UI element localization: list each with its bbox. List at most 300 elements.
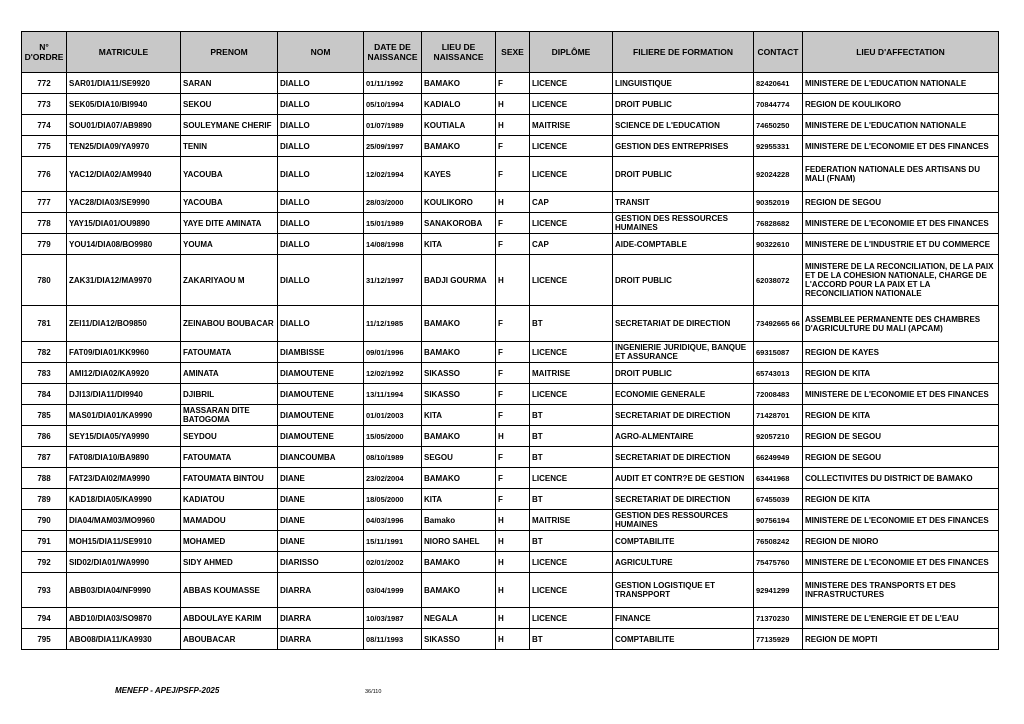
- cell-lieu: BAMAKO: [422, 573, 496, 608]
- cell-date: 01/01/2003: [364, 405, 422, 426]
- table-row: [22, 234, 999, 255]
- cell-sexe: F: [496, 384, 530, 405]
- cell-diplome: CAP: [530, 192, 613, 213]
- cell-lieu: SIKASSO: [422, 384, 496, 405]
- cell-contact: 73492665 66: [754, 306, 803, 342]
- cell-ordre: 779: [22, 234, 67, 255]
- cell-contact: 74650250: [754, 115, 803, 136]
- header-row: [22, 32, 999, 73]
- cell-ordre: 776: [22, 157, 67, 192]
- cell-ordre: 775: [22, 136, 67, 157]
- cell-contact: 90322610: [754, 234, 803, 255]
- table-row: [22, 94, 999, 115]
- cell-ordre: 782: [22, 342, 67, 363]
- cell-prenom: AMINATA: [181, 363, 278, 384]
- cell-date: 14/08/1998: [364, 234, 422, 255]
- cell-affectation: REGION DE SEGOU: [803, 426, 999, 447]
- cell-date: 01/11/1992: [364, 73, 422, 94]
- cell-affectation: REGION DE KAYES: [803, 342, 999, 363]
- cell-contact: 62038072: [754, 255, 803, 306]
- cell-date: 18/05/2000: [364, 489, 422, 510]
- header-ordre: N° D'ORDRE: [22, 32, 67, 73]
- header-filiere: FILIERE DE FORMATION: [613, 32, 754, 73]
- cell-sexe: F: [496, 405, 530, 426]
- cell-diplome: MAITRISE: [530, 510, 613, 531]
- cell-matricule: FAT23/DAI02/MA9990: [67, 468, 181, 489]
- cell-lieu: SIKASSO: [422, 629, 496, 650]
- cell-affectation: MINISTERE DE LA RECONCILIATION, DE LA PAIX ET DE LA COHESION NATIONALE, CHARGE DE L'ACCORD POUR LA PAIX ET LA RECONCILIATION NATIONALE: [803, 255, 999, 306]
- cell-nom: DIALLO: [278, 73, 364, 94]
- cell-prenom: MOHAMED: [181, 531, 278, 552]
- header-sexe: SEXE: [496, 32, 530, 73]
- cell-filiere: COMPTABILITE: [613, 629, 754, 650]
- cell-nom: DIALLO: [278, 234, 364, 255]
- cell-matricule: ABO08/DIA11/KA9930: [67, 629, 181, 650]
- header-contact: CONTACT: [754, 32, 803, 73]
- cell-contact: 75475760: [754, 552, 803, 573]
- cell-matricule: AMI12/DIA02/KA9920: [67, 363, 181, 384]
- header-diplome: DIPLÔME: [530, 32, 613, 73]
- cell-nom: DIARRA: [278, 573, 364, 608]
- cell-sexe: F: [496, 468, 530, 489]
- cell-diplome: LICENCE: [530, 157, 613, 192]
- cell-matricule: YAY15/DIA01/OU9890: [67, 213, 181, 234]
- header-affectation: LIEU D'AFFECTATION: [803, 32, 999, 73]
- table-row: [22, 468, 999, 489]
- cell-matricule: SID02/DIA01/WA9990: [67, 552, 181, 573]
- cell-affectation: MINISTERE DE L'EDUCATION NATIONALE: [803, 115, 999, 136]
- cell-affectation: MINISTERE DE L'EDUCATION NATIONALE: [803, 73, 999, 94]
- cell-matricule: ZAK31/DIA12/MA9970: [67, 255, 181, 306]
- table-row: [22, 363, 999, 384]
- table-row: [22, 342, 999, 363]
- cell-ordre: 783: [22, 363, 67, 384]
- cell-matricule: ABB03/DIA04/NF9990: [67, 573, 181, 608]
- cell-diplome: MAITRISE: [530, 363, 613, 384]
- cell-prenom: ABDOULAYE KARIM: [181, 608, 278, 629]
- table-row: [22, 213, 999, 234]
- cell-date: 03/04/1999: [364, 573, 422, 608]
- cell-matricule: DJI13/DIA11/DI9940: [67, 384, 181, 405]
- cell-affectation: MINISTERE DE L'ECONOMIE ET DES FINANCES: [803, 384, 999, 405]
- cell-sexe: F: [496, 363, 530, 384]
- cell-nom: DIARISSO: [278, 552, 364, 573]
- cell-date: 31/12/1997: [364, 255, 422, 306]
- cell-diplome: BT: [530, 426, 613, 447]
- cell-ordre: 794: [22, 608, 67, 629]
- table-row: [22, 531, 999, 552]
- cell-diplome: LICENCE: [530, 342, 613, 363]
- cell-affectation: MINISTERE DE L'ENERGIE ET DE L'EAU: [803, 608, 999, 629]
- cell-affectation: MINISTERE DE L'ECONOMIE ET DES FINANCES: [803, 552, 999, 573]
- table-row: [22, 136, 999, 157]
- cell-contact: 71428701: [754, 405, 803, 426]
- cell-sexe: H: [496, 115, 530, 136]
- cell-nom: DIALLO: [278, 306, 364, 342]
- cell-nom: DIANE: [278, 531, 364, 552]
- cell-ordre: 781: [22, 306, 67, 342]
- cell-filiere: DROIT PUBLIC: [613, 157, 754, 192]
- cell-diplome: MAITRISE: [530, 115, 613, 136]
- cell-lieu: BAMAKO: [422, 552, 496, 573]
- table-row: [22, 306, 999, 342]
- cell-nom: DIALLO: [278, 136, 364, 157]
- cell-affectation: REGION DE KOULIKORO: [803, 94, 999, 115]
- cell-diplome: LICENCE: [530, 94, 613, 115]
- cell-matricule: ZEI11/DIA12/BO9850: [67, 306, 181, 342]
- cell-diplome: LICENCE: [530, 73, 613, 94]
- cell-ordre: 789: [22, 489, 67, 510]
- cell-matricule: KAD18/DIA05/KA9990: [67, 489, 181, 510]
- cell-affectation: REGION DE SEGOU: [803, 447, 999, 468]
- cell-affectation: MINISTERE DES TRANSPORTS ET DES INFRASTRUCTURES: [803, 573, 999, 608]
- table-row: [22, 510, 999, 531]
- cell-diplome: LICENCE: [530, 552, 613, 573]
- cell-lieu: BAMAKO: [422, 306, 496, 342]
- cell-lieu: BADJI GOURMA: [422, 255, 496, 306]
- cell-prenom: SEYDOU: [181, 426, 278, 447]
- cell-ordre: 785: [22, 405, 67, 426]
- cell-ordre: 774: [22, 115, 67, 136]
- cell-nom: DIAMOUTENE: [278, 405, 364, 426]
- cell-ordre: 773: [22, 94, 67, 115]
- cell-lieu: BAMAKO: [422, 342, 496, 363]
- cell-lieu: NEGALA: [422, 608, 496, 629]
- cell-lieu: BAMAKO: [422, 136, 496, 157]
- cell-ordre: 780: [22, 255, 67, 306]
- cell-lieu: KOUTIALA: [422, 115, 496, 136]
- cell-matricule: ABD10/DIA03/SO9870: [67, 608, 181, 629]
- cell-sexe: H: [496, 192, 530, 213]
- cell-affectation: MINISTERE DE L'ECONOMIE ET DES FINANCES: [803, 510, 999, 531]
- cell-affectation: MINISTERE DE L'INDUSTRIE ET DU COMMERCE: [803, 234, 999, 255]
- cell-contact: 92057210: [754, 426, 803, 447]
- cell-sexe: F: [496, 136, 530, 157]
- cell-contact: 76828682: [754, 213, 803, 234]
- cell-diplome: LICENCE: [530, 573, 613, 608]
- cell-filiere: SECRETARIAT DE DIRECTION: [613, 405, 754, 426]
- cell-prenom: TENIN: [181, 136, 278, 157]
- header-date-naissance: DATE DE NAISSANCE: [364, 32, 422, 73]
- cell-date: 12/02/1992: [364, 363, 422, 384]
- cell-prenom: SEKOU: [181, 94, 278, 115]
- cell-prenom: FATOUMATA: [181, 342, 278, 363]
- cell-nom: DIARRA: [278, 629, 364, 650]
- cell-filiere: GESTION DES ENTREPRISES: [613, 136, 754, 157]
- cell-filiere: FINANCE: [613, 608, 754, 629]
- cell-filiere: GESTION DES RESSOURCES HUMAINES: [613, 213, 754, 234]
- cell-date: 12/02/1994: [364, 157, 422, 192]
- cell-lieu: BAMAKO: [422, 73, 496, 94]
- cell-contact: 69315087: [754, 342, 803, 363]
- table-row: [22, 384, 999, 405]
- cell-nom: DIALLO: [278, 94, 364, 115]
- cell-matricule: MAS01/DIA01/KA9990: [67, 405, 181, 426]
- table-row: [22, 426, 999, 447]
- cell-diplome: LICENCE: [530, 213, 613, 234]
- table-row: [22, 405, 999, 426]
- cell-matricule: YAC28/DIA03/SE9990: [67, 192, 181, 213]
- cell-nom: DIALLO: [278, 255, 364, 306]
- cell-filiere: GESTION LOGISTIQUE ET TRANSPPORT: [613, 573, 754, 608]
- cell-affectation: REGION DE KITA: [803, 363, 999, 384]
- cell-filiere: AGRICULTURE: [613, 552, 754, 573]
- cell-filiere: SECRETARIAT DE DIRECTION: [613, 306, 754, 342]
- cell-sexe: H: [496, 510, 530, 531]
- cell-nom: DIANE: [278, 468, 364, 489]
- cell-filiere: TRANSIT: [613, 192, 754, 213]
- cell-contact: 92955331: [754, 136, 803, 157]
- cell-lieu: KITA: [422, 489, 496, 510]
- cell-filiere: AGRO-ALMENTAIRE: [613, 426, 754, 447]
- cell-filiere: DROIT PUBLIC: [613, 255, 754, 306]
- cell-sexe: F: [496, 213, 530, 234]
- cell-ordre: 791: [22, 531, 67, 552]
- cell-sexe: H: [496, 94, 530, 115]
- cell-ordre: 788: [22, 468, 67, 489]
- cell-prenom: MASSARAN DITE BATOGOMA: [181, 405, 278, 426]
- table-row: [22, 192, 999, 213]
- cell-diplome: BT: [530, 531, 613, 552]
- cell-matricule: SAR01/DIA11/SE9920: [67, 73, 181, 94]
- cell-filiere: AUDIT ET CONTR?E DE GESTION: [613, 468, 754, 489]
- cell-lieu: SANAKOROBA: [422, 213, 496, 234]
- table-row: [22, 115, 999, 136]
- table-row: [22, 573, 999, 608]
- cell-date: 08/11/1993: [364, 629, 422, 650]
- cell-ordre: 786: [22, 426, 67, 447]
- cell-affectation: ASSEMBLEE PERMANENTE DES CHAMBRES D'AGRICULTURE DU MALI (APCAM): [803, 306, 999, 342]
- cell-filiere: SECRETARIAT DE DIRECTION: [613, 447, 754, 468]
- cell-prenom: DJIBRIL: [181, 384, 278, 405]
- cell-filiere: DROIT PUBLIC: [613, 363, 754, 384]
- cell-filiere: GESTION DES RESSOURCES HUMAINES: [613, 510, 754, 531]
- cell-nom: DIANCOUMBA: [278, 447, 364, 468]
- cell-matricule: TEN25/DIA09/YA9970: [67, 136, 181, 157]
- cell-sexe: F: [496, 489, 530, 510]
- cell-contact: 90352019: [754, 192, 803, 213]
- cell-contact: 65743013: [754, 363, 803, 384]
- table-row: [22, 552, 999, 573]
- cell-diplome: BT: [530, 629, 613, 650]
- cell-lieu: SEGOU: [422, 447, 496, 468]
- cell-matricule: YAC12/DIA02/AM9940: [67, 157, 181, 192]
- cell-contact: 67455039: [754, 489, 803, 510]
- cell-ordre: 787: [22, 447, 67, 468]
- cell-sexe: F: [496, 234, 530, 255]
- cell-contact: 90756194: [754, 510, 803, 531]
- cell-filiere: INGENIERIE JURIDIQUE, BANQUE ET ASSURANCE: [613, 342, 754, 363]
- cell-date: 02/01/2002: [364, 552, 422, 573]
- cell-date: 15/01/1989: [364, 213, 422, 234]
- cell-date: 13/11/1994: [364, 384, 422, 405]
- cell-matricule: YOU14/DIA08/BO9980: [67, 234, 181, 255]
- cell-contact: 70844774: [754, 94, 803, 115]
- cell-affectation: REGION DE MOPTI: [803, 629, 999, 650]
- cell-prenom: SIDY AHMED: [181, 552, 278, 573]
- cell-date: 15/05/2000: [364, 426, 422, 447]
- cell-date: 05/10/1994: [364, 94, 422, 115]
- cell-prenom: YAYE DITE AMINATA: [181, 213, 278, 234]
- cell-diplome: LICENCE: [530, 384, 613, 405]
- cell-date: 08/10/1989: [364, 447, 422, 468]
- cell-diplome: LICENCE: [530, 136, 613, 157]
- cell-date: 15/11/1991: [364, 531, 422, 552]
- cell-ordre: 778: [22, 213, 67, 234]
- cell-ordre: 777: [22, 192, 67, 213]
- cell-prenom: SARAN: [181, 73, 278, 94]
- cell-date: 11/12/1985: [364, 306, 422, 342]
- cell-sexe: H: [496, 552, 530, 573]
- cell-ordre: 795: [22, 629, 67, 650]
- table-row: [22, 629, 999, 650]
- cell-lieu: KITA: [422, 234, 496, 255]
- cell-matricule: FAT08/DIA10/BA9890: [67, 447, 181, 468]
- cell-prenom: KADIATOU: [181, 489, 278, 510]
- cell-ordre: 784: [22, 384, 67, 405]
- table-row: [22, 447, 999, 468]
- cell-lieu: KITA: [422, 405, 496, 426]
- cell-date: 23/02/2004: [364, 468, 422, 489]
- cell-filiere: DROIT PUBLIC: [613, 94, 754, 115]
- cell-diplome: LICENCE: [530, 468, 613, 489]
- cell-contact: 82420641: [754, 73, 803, 94]
- cell-nom: DIANE: [278, 489, 364, 510]
- cell-filiere: COMPTABILITE: [613, 531, 754, 552]
- cell-lieu: KAYES: [422, 157, 496, 192]
- cell-sexe: F: [496, 447, 530, 468]
- cell-prenom: FATOUMATA: [181, 447, 278, 468]
- cell-filiere: SCIENCE DE L'EDUCATION: [613, 115, 754, 136]
- cell-lieu: KOULIKORO: [422, 192, 496, 213]
- cell-prenom: YACOUBA: [181, 192, 278, 213]
- cell-sexe: F: [496, 73, 530, 94]
- cell-contact: 66249949: [754, 447, 803, 468]
- table-row: [22, 157, 999, 192]
- cell-date: 01/07/1989: [364, 115, 422, 136]
- cell-affectation: REGION DE SEGOU: [803, 192, 999, 213]
- header-prenom: PRENOM: [181, 32, 278, 73]
- cell-sexe: H: [496, 629, 530, 650]
- cell-ordre: 772: [22, 73, 67, 94]
- cell-prenom: MAMADOU: [181, 510, 278, 531]
- cell-prenom: ABBAS KOUMASSE: [181, 573, 278, 608]
- footer-reference: MENEFP - APEJ/PSFP-2025: [115, 686, 220, 695]
- cell-lieu: NIORO SAHEL: [422, 531, 496, 552]
- cell-filiere: ECONOMIE GENERALE: [613, 384, 754, 405]
- cell-lieu: KADIALO: [422, 94, 496, 115]
- cell-nom: DIALLO: [278, 157, 364, 192]
- cell-filiere: AIDE-COMPTABLE: [613, 234, 754, 255]
- table-row: [22, 608, 999, 629]
- cell-date: 10/03/1987: [364, 608, 422, 629]
- table-row: [22, 255, 999, 306]
- cell-affectation: FEDERATION NATIONALE DES ARTISANS DU MALI (FNAM): [803, 157, 999, 192]
- cell-ordre: 792: [22, 552, 67, 573]
- cell-nom: DIAMBISSE: [278, 342, 364, 363]
- header-lieu-naissance: LIEU DE NAISSANCE: [422, 32, 496, 73]
- cell-matricule: SEY15/DIA05/YA9990: [67, 426, 181, 447]
- cell-lieu: BAMAKO: [422, 426, 496, 447]
- cell-matricule: DIA04/MAM03/MO9960: [67, 510, 181, 531]
- cell-sexe: H: [496, 255, 530, 306]
- cell-prenom: YACOUBA: [181, 157, 278, 192]
- cell-lieu: SIKASSO: [422, 363, 496, 384]
- cell-prenom: FATOUMATA BINTOU: [181, 468, 278, 489]
- cell-nom: DIALLO: [278, 115, 364, 136]
- cell-matricule: SEK05/DIA10/BI9940: [67, 94, 181, 115]
- cell-contact: 71370230: [754, 608, 803, 629]
- cell-diplome: LICENCE: [530, 255, 613, 306]
- cell-nom: DIAMOUTENE: [278, 426, 364, 447]
- table-row: [22, 73, 999, 94]
- cell-affectation: MINISTERE DE L'ECONOMIE ET DES FINANCES: [803, 213, 999, 234]
- cell-ordre: 790: [22, 510, 67, 531]
- cell-prenom: SOULEYMANE CHERIF: [181, 115, 278, 136]
- header-matricule: MATRICULE: [67, 32, 181, 73]
- cell-affectation: REGION DE KITA: [803, 489, 999, 510]
- cell-sexe: F: [496, 342, 530, 363]
- cell-diplome: CAP: [530, 234, 613, 255]
- cell-prenom: ZEINABOU BOUBACAR: [181, 306, 278, 342]
- cell-diplome: LICENCE: [530, 608, 613, 629]
- cell-ordre: 793: [22, 573, 67, 608]
- cell-diplome: BT: [530, 306, 613, 342]
- cell-matricule: FAT09/DIA01/KK9960: [67, 342, 181, 363]
- cell-nom: DIARRA: [278, 608, 364, 629]
- cell-diplome: BT: [530, 447, 613, 468]
- cell-lieu: Bamako: [422, 510, 496, 531]
- cell-nom: DIAMOUTENE: [278, 384, 364, 405]
- cell-affectation: MINISTERE DE L'ECONOMIE ET DES FINANCES: [803, 136, 999, 157]
- cell-diplome: BT: [530, 405, 613, 426]
- cell-affectation: REGION DE KITA: [803, 405, 999, 426]
- cell-nom: DIANE: [278, 510, 364, 531]
- cell-prenom: ABOUBACAR: [181, 629, 278, 650]
- cell-nom: DIAMOUTENE: [278, 363, 364, 384]
- cell-diplome: BT: [530, 489, 613, 510]
- cell-sexe: H: [496, 573, 530, 608]
- cell-filiere: SECRETARIAT DE DIRECTION: [613, 489, 754, 510]
- cell-sexe: H: [496, 531, 530, 552]
- cell-date: 25/09/1997: [364, 136, 422, 157]
- cell-affectation: REGION DE NIORO: [803, 531, 999, 552]
- cell-contact: 77135929: [754, 629, 803, 650]
- cell-prenom: YOUMA: [181, 234, 278, 255]
- cell-date: 28/03/2000: [364, 192, 422, 213]
- cell-contact: 72008483: [754, 384, 803, 405]
- header-nom: NOM: [278, 32, 364, 73]
- table-body: [22, 73, 999, 650]
- cell-affectation: COLLECTIVITES DU DISTRICT DE BAMAKO: [803, 468, 999, 489]
- cell-sexe: F: [496, 157, 530, 192]
- cell-sexe: F: [496, 306, 530, 342]
- table-row: [22, 489, 999, 510]
- cell-contact: 92024228: [754, 157, 803, 192]
- cell-prenom: ZAKARIYAOU M: [181, 255, 278, 306]
- roster-table: [21, 31, 999, 650]
- cell-contact: 63441968: [754, 468, 803, 489]
- cell-date: 04/03/1996: [364, 510, 422, 531]
- cell-date: 09/01/1996: [364, 342, 422, 363]
- cell-nom: DIALLO: [278, 192, 364, 213]
- cell-filiere: LINGUISTIQUE: [613, 73, 754, 94]
- page-number: 36/110: [365, 689, 382, 695]
- cell-matricule: MOH15/DIA11/SE9910: [67, 531, 181, 552]
- cell-contact: 76508242: [754, 531, 803, 552]
- cell-sexe: H: [496, 608, 530, 629]
- cell-matricule: SOU01/DIA07/AB9890: [67, 115, 181, 136]
